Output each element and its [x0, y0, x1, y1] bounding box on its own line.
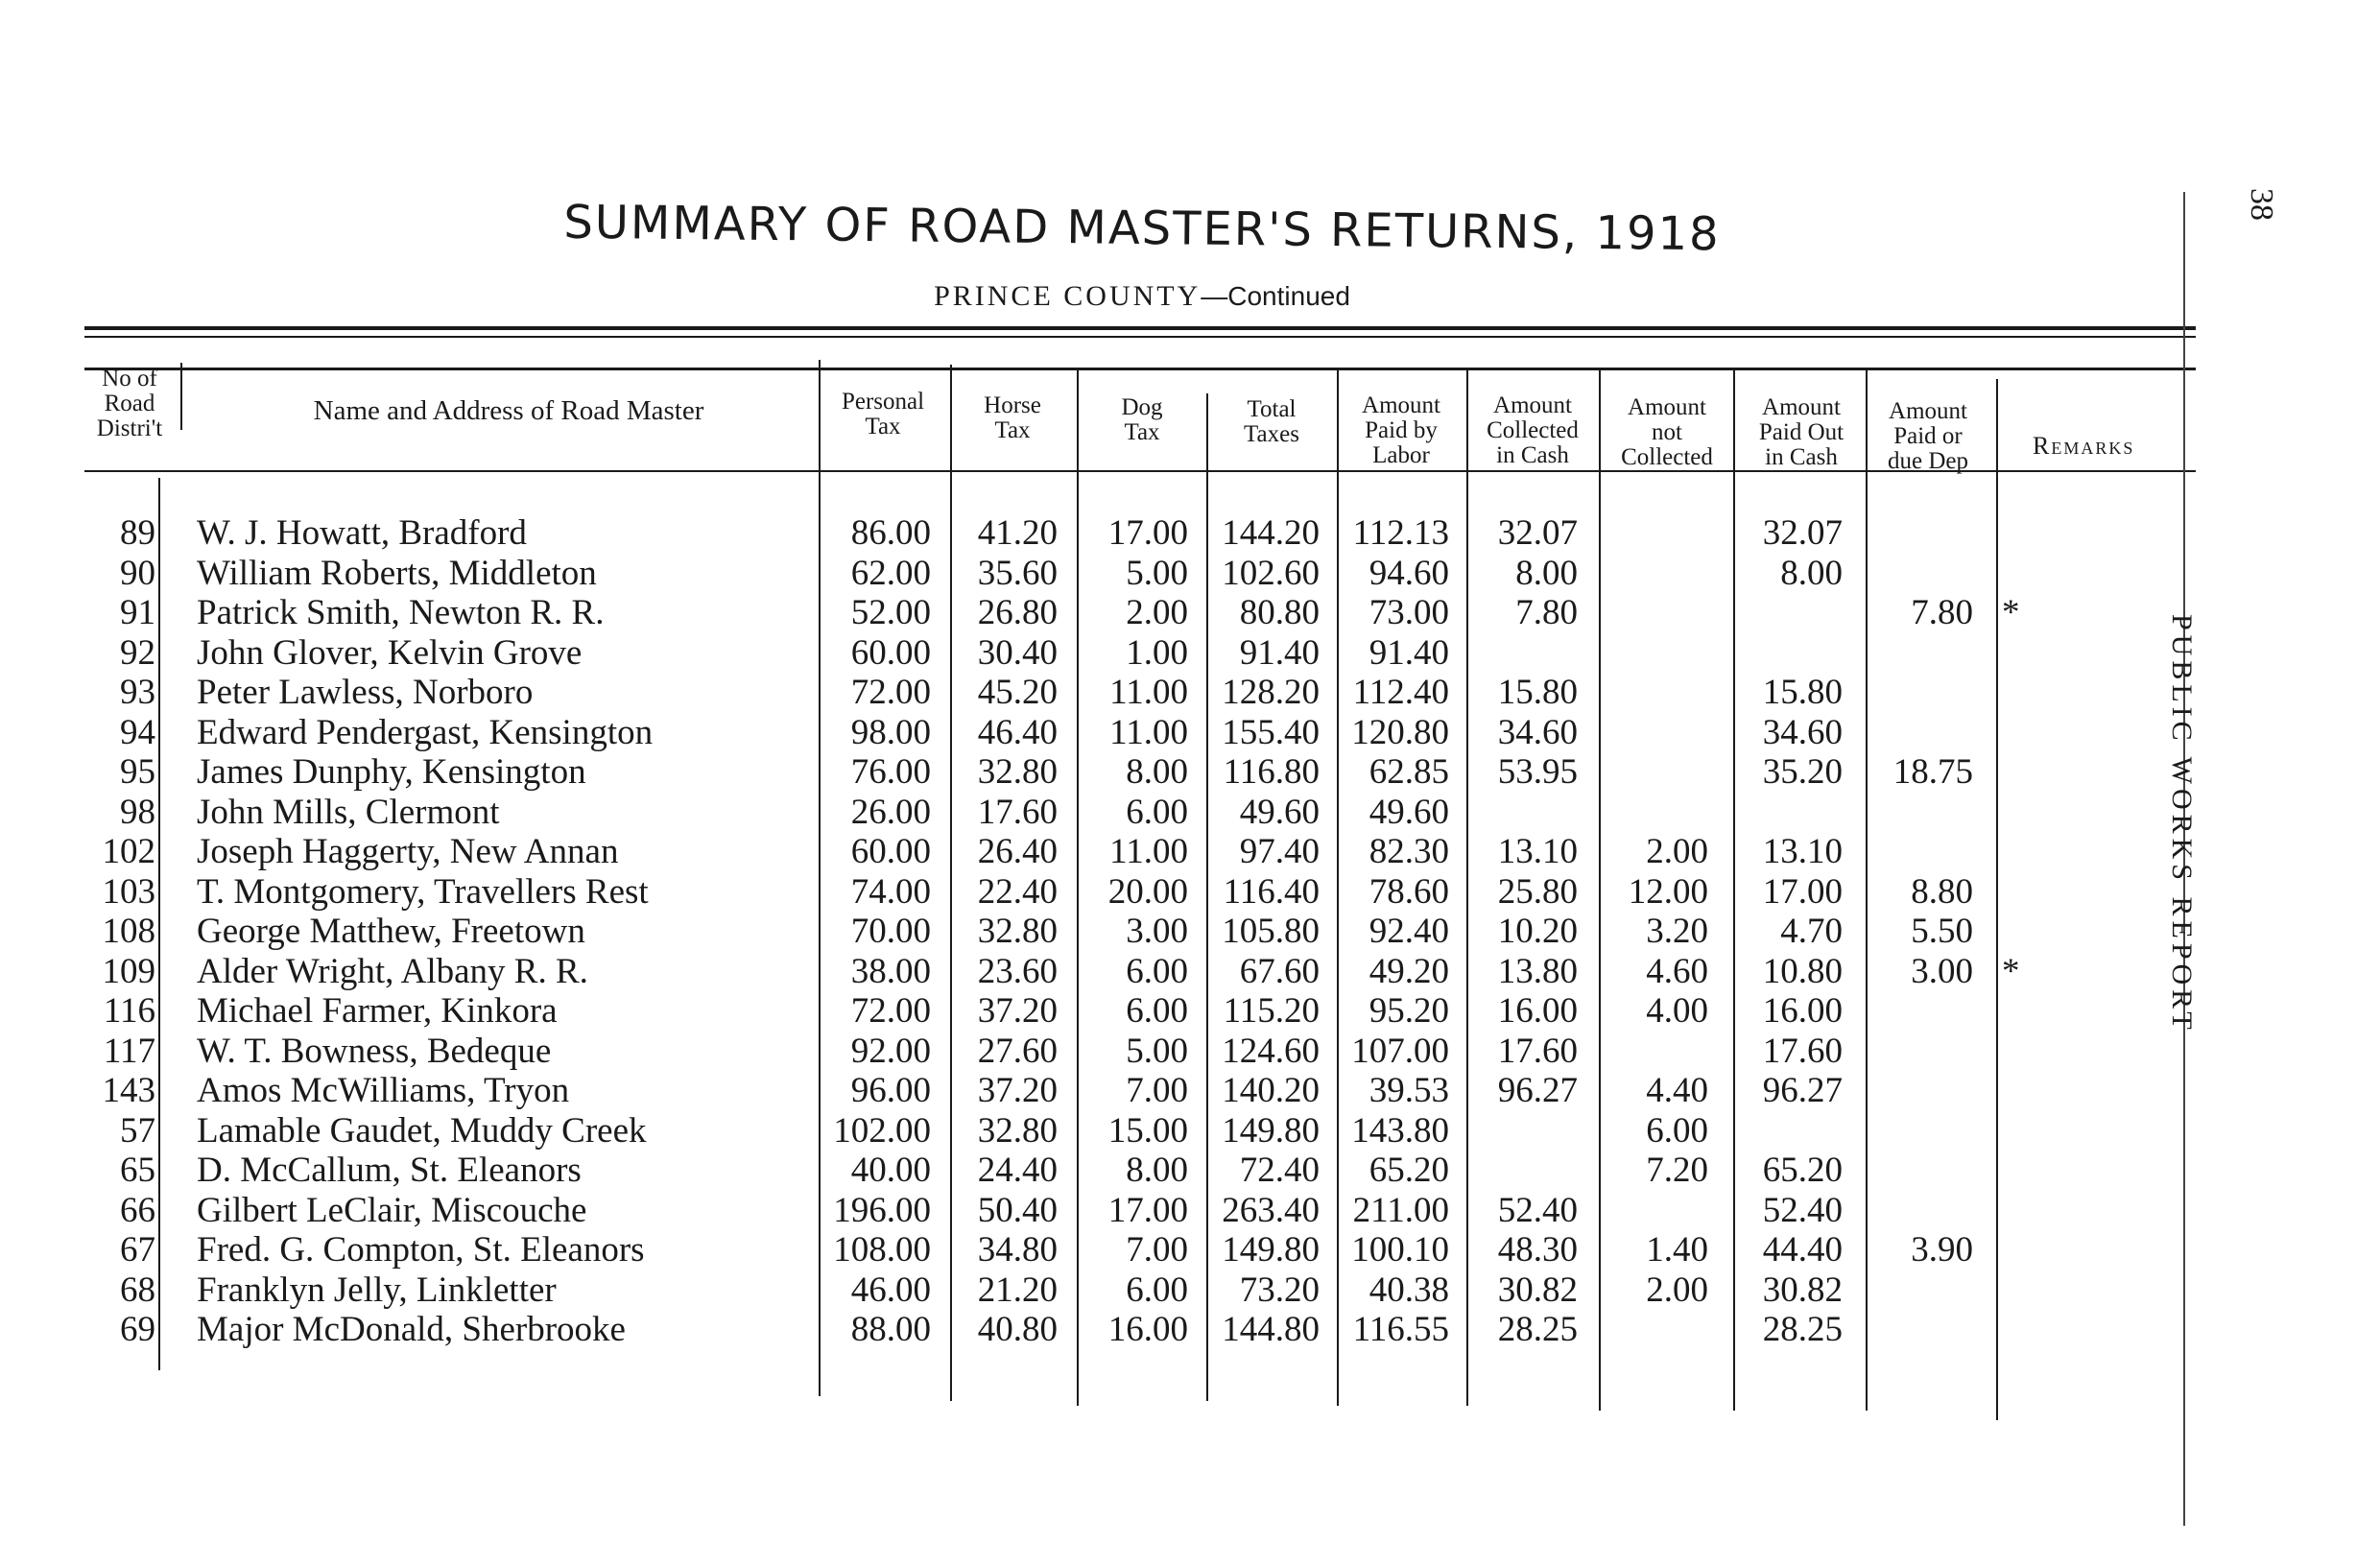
personal-tax: 92.00 — [850, 1031, 931, 1071]
district-number: 103 — [102, 871, 155, 912]
road-master-name: W. J. Howatt, Bradford — [197, 513, 527, 553]
road-master-name: William Roberts, Middleton — [197, 553, 597, 593]
header-paid-out-in-cash: Amount Paid Out in Cash — [1758, 394, 1844, 470]
district-number: 93 — [120, 673, 155, 712]
header-district: No of Road Distri't — [96, 366, 163, 441]
not-collected: 4.00 — [1646, 991, 1708, 1031]
paid-or-due-dep: 3.00 — [1911, 951, 1973, 991]
horse-tax: 41.20 — [977, 513, 1058, 553]
header-top-rule-thick — [84, 326, 2196, 330]
district-number: 91 — [120, 593, 155, 632]
personal-tax: 70.00 — [850, 912, 931, 951]
not-collected: 7.20 — [1646, 1151, 1708, 1190]
paid-or-due-dep: 3.90 — [1911, 1230, 1973, 1270]
header-name: Name and Address of Road Master — [313, 395, 704, 426]
paid-or-due-dep: 8.80 — [1911, 871, 1973, 912]
horse-tax: 32.80 — [977, 1110, 1058, 1151]
paid-by-labor: 94.60 — [1368, 553, 1449, 593]
paid-or-due-dep: 7.80 — [1911, 593, 1973, 632]
header-personal-tax: Personal Tax — [841, 389, 925, 439]
page-title: SUMMARY OF ROAD MASTER'S RETURNS, 1918 — [563, 195, 1721, 262]
personal-tax: 108.00 — [833, 1230, 931, 1270]
table-row — [0, 633, 2380, 674]
table-row — [0, 832, 2380, 872]
road-master-name: Fred. G. Compton, St. Eleanors — [197, 1230, 645, 1270]
personal-tax: 74.00 — [850, 871, 931, 912]
collected-in-cash: 53.95 — [1497, 752, 1578, 792]
district-number: 108 — [102, 912, 155, 951]
total-taxes: 149.80 — [1222, 1110, 1320, 1151]
paid-by-labor: 112.40 — [1352, 673, 1449, 712]
total-taxes: 144.20 — [1222, 513, 1320, 553]
district-number: 95 — [120, 752, 155, 792]
collected-in-cash: 13.80 — [1497, 951, 1578, 991]
road-master-name: Michael Farmer, Kinkora — [197, 991, 558, 1031]
dog-tax: 16.00 — [1107, 1310, 1188, 1349]
total-taxes: 73.20 — [1239, 1270, 1320, 1310]
column-rule — [180, 363, 182, 430]
paid-by-labor: 39.53 — [1368, 1071, 1449, 1110]
collected-in-cash: 16.00 — [1497, 991, 1578, 1031]
paid-out-in-cash: 15.80 — [1762, 673, 1843, 712]
paid-or-due-dep: 5.50 — [1911, 912, 1973, 951]
paid-by-labor: 62.85 — [1368, 752, 1449, 792]
header-top-rule-extra — [84, 368, 2196, 370]
total-taxes: 91.40 — [1239, 632, 1320, 673]
paid-by-labor: 116.55 — [1352, 1310, 1449, 1349]
district-number: 68 — [120, 1270, 155, 1310]
total-taxes: 140.20 — [1222, 1071, 1320, 1110]
paid-out-in-cash: 30.82 — [1762, 1270, 1843, 1310]
paid-by-labor: 92.40 — [1368, 912, 1449, 951]
horse-tax: 27.60 — [977, 1031, 1058, 1071]
not-collected: 6.00 — [1646, 1110, 1708, 1151]
paid-by-labor: 143.80 — [1351, 1110, 1449, 1151]
paid-out-in-cash: 4.70 — [1780, 912, 1843, 951]
total-taxes: 149.80 — [1222, 1230, 1320, 1270]
total-taxes: 49.60 — [1239, 792, 1320, 832]
collected-in-cash: 8.00 — [1515, 553, 1578, 593]
road-master-name: Major McDonald, Sherbrooke — [197, 1310, 626, 1349]
total-taxes: 72.40 — [1239, 1151, 1320, 1190]
paid-by-labor: 211.00 — [1352, 1190, 1449, 1230]
paid-out-in-cash: 65.20 — [1762, 1151, 1843, 1190]
table-row — [0, 752, 2380, 793]
horse-tax: 21.20 — [977, 1270, 1058, 1310]
district-number: 89 — [120, 513, 155, 553]
not-collected: 1.40 — [1646, 1230, 1708, 1270]
paid-out-in-cash: 13.10 — [1762, 832, 1843, 871]
not-collected: 3.20 — [1646, 912, 1708, 951]
paid-out-in-cash: 44.40 — [1762, 1230, 1843, 1270]
horse-tax: 26.40 — [977, 832, 1058, 871]
collected-in-cash: 30.82 — [1497, 1270, 1578, 1310]
total-taxes: 263.40 — [1222, 1190, 1320, 1230]
dog-tax: 7.00 — [1126, 1230, 1188, 1270]
paid-by-labor: 95.20 — [1368, 991, 1449, 1031]
page-number: 38 — [2244, 188, 2279, 221]
not-collected: 12.00 — [1628, 871, 1708, 912]
total-taxes: 97.40 — [1239, 832, 1320, 871]
header-total-taxes: Total Taxes — [1244, 396, 1299, 447]
paid-by-labor: 78.60 — [1368, 871, 1449, 912]
table-row — [0, 1151, 2380, 1191]
table-row — [0, 673, 2380, 713]
total-taxes: 105.80 — [1222, 912, 1320, 951]
paid-out-in-cash: 34.60 — [1762, 712, 1843, 752]
dog-tax: 20.00 — [1107, 871, 1188, 912]
dog-tax: 8.00 — [1126, 1151, 1188, 1190]
paid-out-in-cash: 17.60 — [1762, 1031, 1843, 1071]
collected-in-cash: 28.25 — [1497, 1310, 1578, 1349]
page-subtitle — [729, 280, 1555, 313]
district-number: 116 — [103, 991, 155, 1031]
personal-tax: 196.00 — [833, 1190, 931, 1230]
personal-tax: 98.00 — [850, 712, 931, 752]
paid-by-labor: 49.60 — [1368, 792, 1449, 832]
personal-tax: 86.00 — [850, 513, 931, 553]
road-master-name: D. McCallum, St. Eleanors — [197, 1151, 582, 1190]
collected-in-cash: 25.80 — [1497, 871, 1578, 912]
road-master-name: Amos McWilliams, Tryon — [197, 1071, 570, 1110]
horse-tax: 40.80 — [977, 1310, 1058, 1349]
dog-tax: 5.00 — [1126, 553, 1188, 593]
paid-out-in-cash: 96.27 — [1762, 1071, 1843, 1110]
paid-by-labor: 40.38 — [1368, 1270, 1449, 1310]
paid-out-in-cash: 28.25 — [1762, 1310, 1843, 1349]
dog-tax: 2.00 — [1126, 593, 1188, 632]
collected-in-cash: 7.80 — [1515, 593, 1578, 632]
table-row — [0, 952, 2380, 992]
table-row — [0, 1270, 2380, 1311]
total-taxes: 155.40 — [1222, 712, 1320, 752]
total-taxes: 144.80 — [1222, 1310, 1320, 1349]
paid-out-in-cash: 17.00 — [1762, 871, 1843, 912]
remarks-mark: * — [2002, 951, 2020, 991]
paid-out-in-cash: 10.80 — [1762, 951, 1843, 991]
table-row — [0, 793, 2380, 833]
header-dog-tax: Dog Tax — [1121, 394, 1163, 445]
paid-by-labor: 107.00 — [1351, 1031, 1449, 1071]
collected-in-cash: 48.30 — [1497, 1230, 1578, 1270]
district-number: 66 — [120, 1190, 155, 1230]
personal-tax: 76.00 — [850, 752, 931, 792]
paid-by-labor: 91.40 — [1368, 632, 1449, 673]
header-horse-tax: Horse Tax — [984, 392, 1041, 443]
paid-by-labor: 73.00 — [1368, 593, 1449, 632]
paid-out-in-cash: 35.20 — [1762, 752, 1843, 792]
personal-tax: 102.00 — [833, 1110, 931, 1151]
table-row — [0, 1191, 2380, 1231]
paid-by-labor: 100.10 — [1351, 1230, 1449, 1270]
road-master-name: Lamable Gaudet, Muddy Creek — [197, 1110, 647, 1151]
collected-in-cash: 96.27 — [1497, 1071, 1578, 1110]
paid-out-in-cash: 52.40 — [1762, 1190, 1843, 1230]
district-number: 102 — [102, 832, 155, 871]
table-row — [0, 991, 2380, 1032]
dog-tax: 5.00 — [1126, 1031, 1188, 1071]
horse-tax: 34.80 — [977, 1230, 1058, 1270]
table-row — [0, 1111, 2380, 1151]
total-taxes: 128.20 — [1222, 673, 1320, 712]
district-number: 143 — [102, 1071, 155, 1110]
collected-in-cash: 15.80 — [1497, 673, 1578, 712]
dog-tax: 1.00 — [1126, 632, 1188, 673]
total-taxes: 80.80 — [1239, 593, 1320, 632]
personal-tax: 60.00 — [850, 632, 931, 673]
collected-in-cash: 32.07 — [1497, 513, 1578, 553]
paid-by-labor: 112.13 — [1352, 513, 1449, 553]
dog-tax: 7.00 — [1126, 1071, 1188, 1110]
road-master-name: Alder Wright, Albany R. R. — [197, 951, 588, 991]
dog-tax: 6.00 — [1126, 792, 1188, 832]
road-master-name: Joseph Haggerty, New Annan — [197, 832, 619, 871]
personal-tax: 46.00 — [850, 1270, 931, 1310]
dog-tax: 3.00 — [1126, 912, 1188, 951]
table-row — [0, 554, 2380, 594]
road-master-name: Patrick Smith, Newton R. R. — [197, 593, 605, 632]
horse-tax: 32.80 — [977, 752, 1058, 792]
personal-tax: 60.00 — [850, 832, 931, 871]
personal-tax: 96.00 — [850, 1071, 931, 1110]
district-number: 90 — [120, 553, 155, 593]
collected-in-cash: 34.60 — [1497, 712, 1578, 752]
horse-tax: 35.60 — [977, 553, 1058, 593]
horse-tax: 30.40 — [977, 632, 1058, 673]
dog-tax: 17.00 — [1107, 1190, 1188, 1230]
horse-tax: 37.20 — [977, 991, 1058, 1031]
table-row — [0, 1032, 2380, 1072]
road-master-name: Gilbert LeClair, Miscouche — [197, 1190, 587, 1230]
personal-tax: 88.00 — [850, 1310, 931, 1349]
header-remarks: Remarks — [2033, 432, 2135, 460]
horse-tax: 24.40 — [977, 1151, 1058, 1190]
horse-tax: 22.40 — [977, 871, 1058, 912]
table-row — [0, 1310, 2380, 1350]
district-number: 109 — [102, 951, 155, 991]
dog-tax: 6.00 — [1126, 951, 1188, 991]
collected-in-cash: 52.40 — [1497, 1190, 1578, 1230]
district-number: 98 — [120, 792, 155, 832]
horse-tax: 23.60 — [977, 951, 1058, 991]
personal-tax: 72.00 — [850, 673, 931, 712]
total-taxes: 67.60 — [1239, 951, 1320, 991]
district-number: 117 — [103, 1031, 155, 1071]
dog-tax: 17.00 — [1107, 513, 1188, 553]
horse-tax: 45.20 — [977, 673, 1058, 712]
total-taxes: 102.60 — [1222, 553, 1320, 593]
dog-tax: 15.00 — [1107, 1110, 1188, 1151]
personal-tax: 38.00 — [850, 951, 931, 991]
road-master-name: Franklyn Jelly, Linkletter — [197, 1270, 557, 1310]
paid-out-in-cash: 32.07 — [1762, 513, 1843, 553]
running-title: PUBLIC WORKS REPORT — [2166, 614, 2198, 1034]
road-master-name: James Dunphy, Kensington — [197, 752, 586, 792]
road-master-name: John Mills, Clermont — [197, 792, 500, 832]
table-row — [0, 912, 2380, 952]
dog-tax: 11.00 — [1109, 832, 1188, 871]
header-paid-by-labor: Amount Paid by Labor — [1362, 392, 1440, 468]
header-collected-in-cash: Amount Collected in Cash — [1487, 392, 1579, 468]
paid-by-labor: 82.30 — [1368, 832, 1449, 871]
table-row — [0, 593, 2380, 633]
header-paid-or-due-dep: Amount Paid or due Dep — [1888, 398, 1968, 474]
personal-tax: 52.00 — [850, 593, 931, 632]
road-master-name: Edward Pendergast, Kensington — [197, 712, 654, 752]
continued-label: —Continued — [1201, 281, 1350, 311]
personal-tax: 26.00 — [850, 792, 931, 832]
road-master-name: W. T. Bowness, Bedeque — [197, 1031, 552, 1071]
not-collected: 4.40 — [1646, 1071, 1708, 1110]
table-row — [0, 713, 2380, 753]
not-collected: 2.00 — [1646, 1270, 1708, 1310]
road-master-name: T. Montgomery, Travellers Rest — [197, 871, 649, 912]
paid-out-in-cash: 16.00 — [1762, 991, 1843, 1031]
paid-or-due-dep: 18.75 — [1892, 752, 1973, 792]
total-taxes: 115.20 — [1223, 991, 1320, 1031]
collected-in-cash: 10.20 — [1497, 912, 1578, 951]
header-top-rule-thin — [84, 336, 2196, 338]
road-master-name: Peter Lawless, Norboro — [197, 673, 534, 712]
horse-tax: 50.40 — [977, 1190, 1058, 1230]
road-master-name: John Glover, Kelvin Grove — [197, 632, 583, 673]
remarks-mark: * — [2002, 593, 2020, 632]
header-not-collected: Amount not Collected — [1621, 394, 1713, 470]
dog-tax: 11.00 — [1109, 673, 1188, 712]
district-number: 94 — [120, 712, 155, 752]
collected-in-cash: 13.10 — [1497, 832, 1578, 871]
table-row — [0, 1071, 2380, 1111]
total-taxes: 124.60 — [1222, 1031, 1320, 1071]
not-collected: 2.00 — [1646, 832, 1708, 871]
road-master-name: George Matthew, Freetown — [197, 912, 585, 951]
district-number: 67 — [120, 1230, 155, 1270]
paid-by-labor: 65.20 — [1368, 1151, 1449, 1190]
total-taxes: 116.80 — [1223, 752, 1320, 792]
horse-tax: 17.60 — [977, 792, 1058, 832]
horse-tax: 46.40 — [977, 712, 1058, 752]
table-row — [0, 872, 2380, 913]
personal-tax: 40.00 — [850, 1151, 931, 1190]
horse-tax: 37.20 — [977, 1071, 1058, 1110]
table-row — [0, 1230, 2380, 1270]
dog-tax: 6.00 — [1126, 991, 1188, 1031]
paid-by-labor: 49.20 — [1368, 951, 1449, 991]
not-collected: 4.60 — [1646, 951, 1708, 991]
district-number: 57 — [120, 1110, 155, 1151]
horse-tax: 32.80 — [977, 912, 1058, 951]
district-number: 65 — [120, 1151, 155, 1190]
dog-tax: 8.00 — [1126, 752, 1188, 792]
paid-out-in-cash: 8.00 — [1780, 553, 1843, 593]
total-taxes: 116.40 — [1223, 871, 1320, 912]
table-row — [0, 513, 2380, 554]
personal-tax: 72.00 — [850, 991, 931, 1031]
district-number: 69 — [120, 1310, 155, 1349]
collected-in-cash: 17.60 — [1497, 1031, 1578, 1071]
paid-by-labor: 120.80 — [1351, 712, 1449, 752]
county-name: PRINCE COUNTY — [934, 280, 1202, 312]
personal-tax: 62.00 — [850, 553, 931, 593]
dog-tax: 6.00 — [1126, 1270, 1188, 1310]
dog-tax: 11.00 — [1109, 712, 1188, 752]
horse-tax: 26.80 — [977, 593, 1058, 632]
district-number: 92 — [120, 632, 155, 673]
